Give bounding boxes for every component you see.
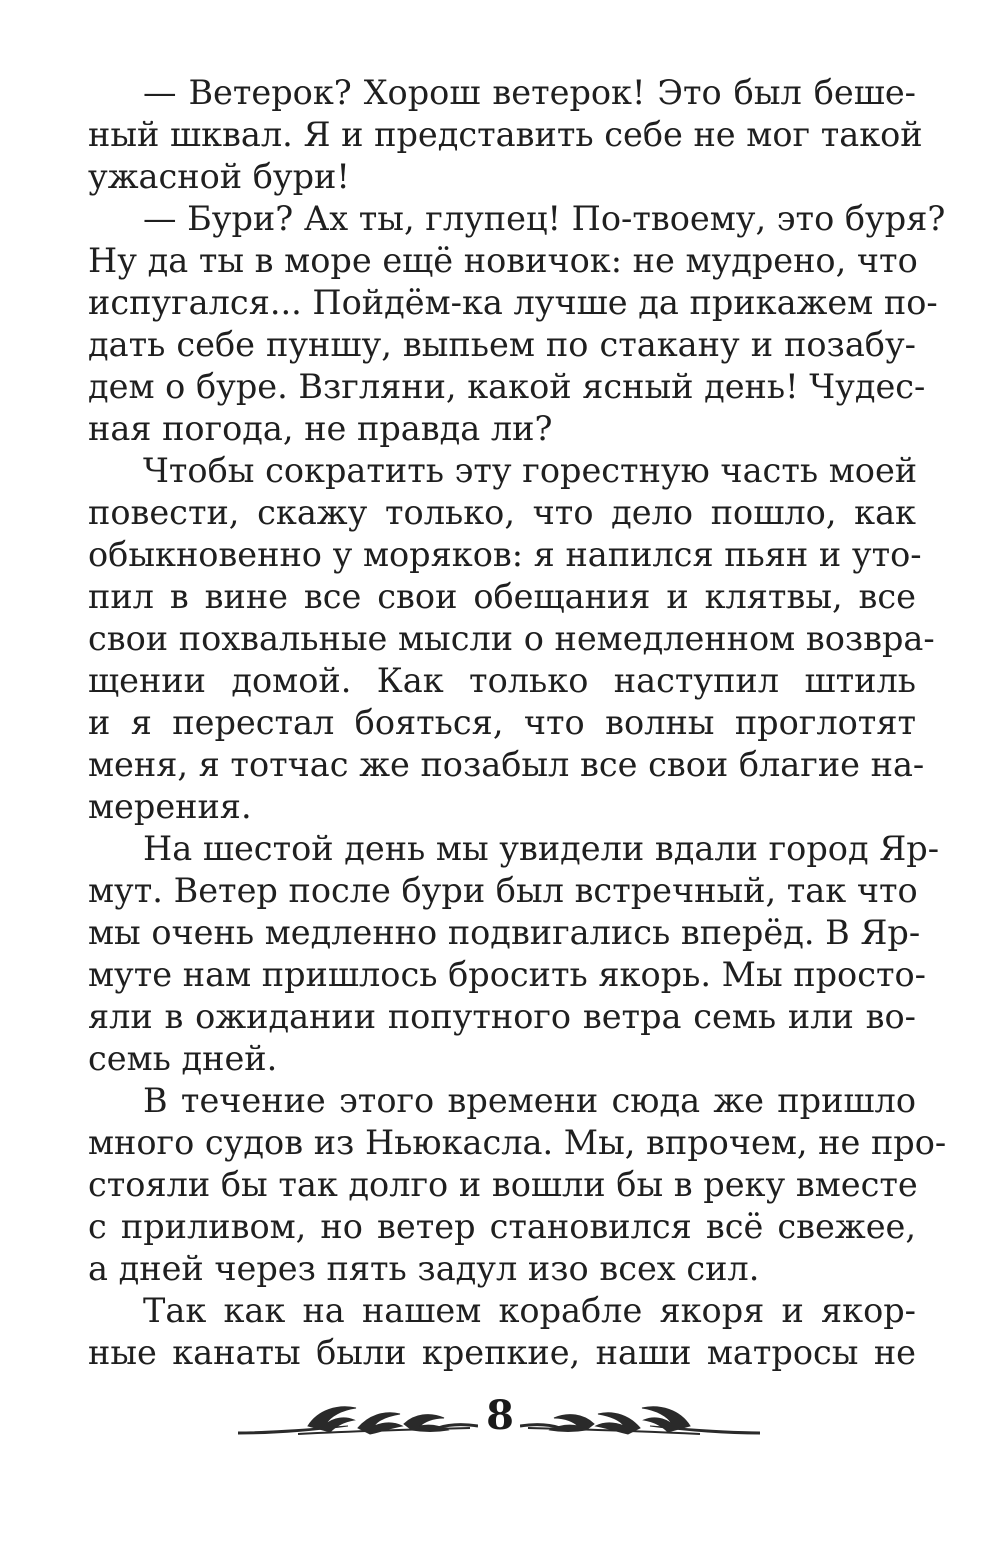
text-line: пил в вине все свои обещания и клятвы, все (88, 577, 916, 616)
text-line: Чтобы сократить эту горестную часть моей (143, 451, 918, 490)
text-line: — Бури? Ах ты, глупец! По-твоему, это буря? (143, 199, 946, 238)
text-line: муте нам пришлось бросить якорь. Мы просто- (88, 955, 926, 994)
text-line: мы очень медленно подвигались вперёд. В Яр- (88, 913, 921, 952)
text-line: дать себе пуншу, выпьем по стакану и позабу- (88, 325, 916, 364)
text-line: ные канаты были крепкие, наши матросы не (88, 1333, 916, 1372)
text-line: В течение этого времени сюда же пришло (143, 1081, 916, 1120)
text-line: повести, скажу только, что дело пошло, как (88, 493, 916, 532)
text-line: Так как на нашем корабле якоря и якор- (143, 1291, 916, 1330)
text-line: а дней через пять задул изо всех сил. (88, 1249, 760, 1288)
text-line: мут. Ветер после бури был встречный, так что (88, 871, 918, 910)
text-line: Ну да ты в море ещё новичок: не мудрено, что (88, 241, 918, 280)
text-line: обыкновенно у моряков: я напился пьян и уто- (88, 535, 922, 574)
text-line: ный шквал. Я и представить себе не мог такой (88, 115, 923, 154)
text-line: ная погода, не правда ли? (88, 409, 553, 448)
text-line: семь дней. (88, 1039, 278, 1078)
floral-ornament-icon (238, 1398, 478, 1442)
text-line: стояли бы так долго и вошли бы в реку вместе (88, 1165, 918, 1204)
text-line: с приливом, но ветер становился всё свежее, (88, 1207, 916, 1246)
text-line: меня, я тотчас же позабыл все свои благие на- (88, 745, 925, 784)
text-line: щении домой. Как только наступил штиль (88, 661, 916, 700)
text-line: яли в ожидании попутного ветра семь или во- (88, 997, 916, 1036)
page-number: 8 (486, 1392, 514, 1439)
page-footer (0, 1380, 1000, 1460)
floral-ornament-icon (520, 1398, 760, 1442)
text-line: много судов из Ньюкасла. Мы, впрочем, не про- (88, 1123, 947, 1162)
text-line: свои похвальные мысли о немедленном возвра- (88, 619, 935, 658)
text-line: мерения. (88, 787, 252, 826)
text-line: На шестой день мы увидели вдали город Яр- (143, 829, 940, 868)
text-line: — Ветерок? Хорош ветерок! Это был беше- (143, 73, 916, 112)
text-line: дем о буре. Взгляни, какой ясный день! Чудес- (88, 367, 926, 406)
text-line: ужасной бури! (88, 157, 350, 196)
text-line: испугался... Пойдём-ка лучше да прикажем по- (88, 283, 938, 322)
text-line: и я перестал бояться, что волны проглотят (88, 703, 916, 742)
